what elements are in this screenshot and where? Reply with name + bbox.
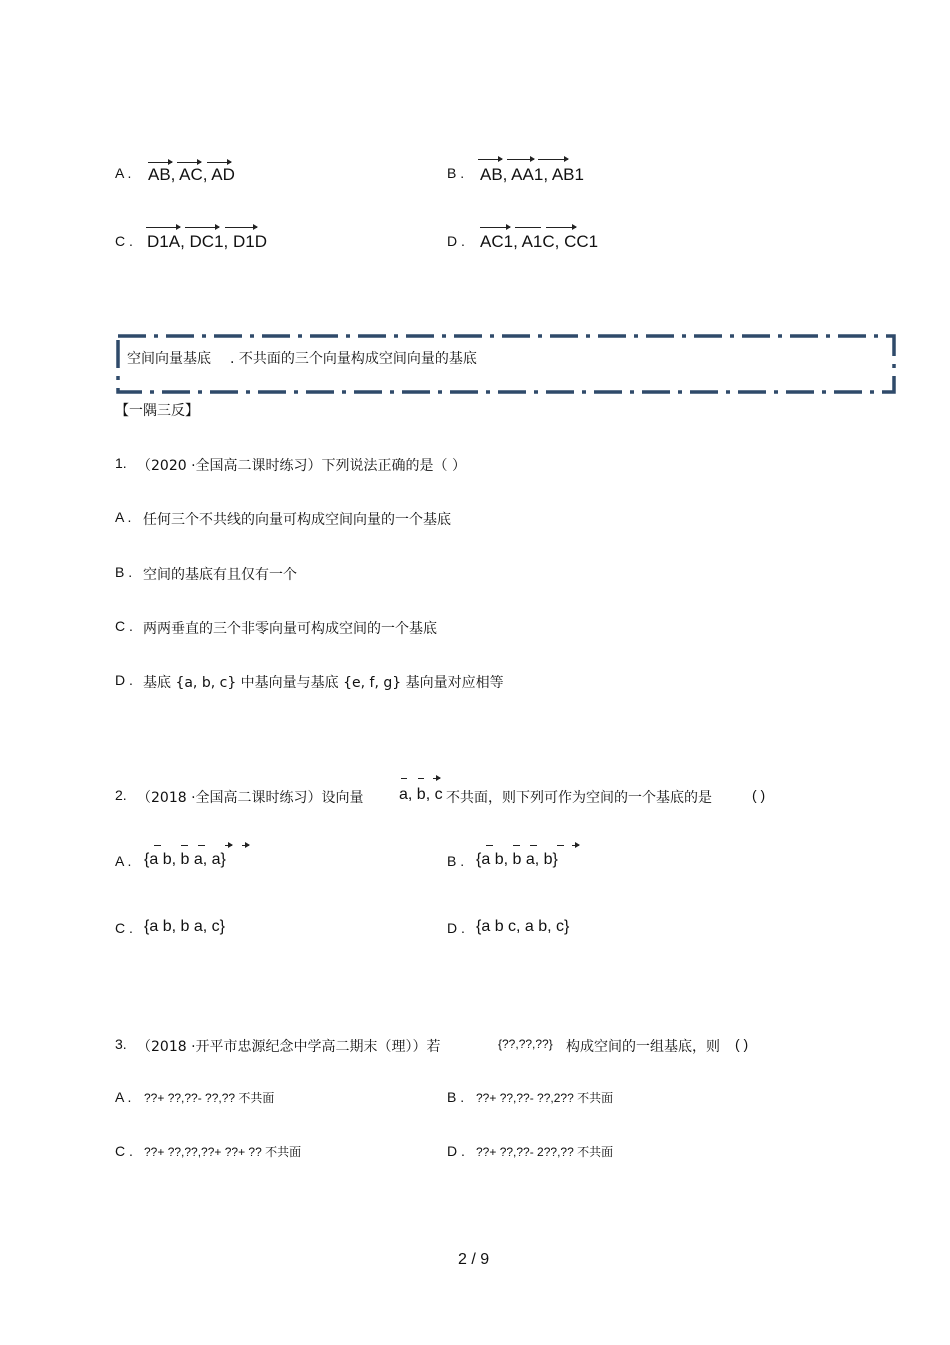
vector-arrow	[546, 227, 576, 228]
option-d-vectors: AC1, A1C, CC1	[480, 232, 599, 251]
vector-arrow	[478, 159, 502, 160]
option-a-text: 任何三个不共线的向量可构成空间向量的一个基底	[143, 512, 451, 528]
option-c-math: {a b, b a, c}	[144, 918, 225, 935]
vector-arrow	[507, 159, 534, 160]
vector-bar	[486, 845, 493, 846]
option-c-vectors: D1A, DC1, D1D	[147, 232, 267, 251]
vector-arrow	[207, 162, 231, 163]
option-b-math: {a b, b a, b}	[476, 851, 558, 868]
option-letter: B .	[447, 853, 465, 869]
option-letter: D .	[115, 672, 133, 688]
question-stem-continued: 不共面，则下列可作为空间的一个基底的是	[446, 790, 712, 806]
answer-paren: ( )	[735, 1036, 749, 1052]
option-letter: A .	[115, 1089, 132, 1105]
option-letter: C .	[115, 1143, 133, 1159]
question-number: 3.	[115, 1036, 127, 1052]
question-stem: （2018 ·全国高二课时练习）设向量	[137, 790, 364, 806]
question-number: 1.	[115, 455, 127, 471]
vector-bar	[418, 778, 424, 779]
vector-bar	[557, 845, 564, 846]
answer-paren: ( )	[752, 787, 766, 803]
section-heading: 【一隅三反】	[115, 403, 199, 419]
option-d-math: ??+ ??,??- 2??,?? 不共面	[476, 1145, 614, 1159]
option-letter: D .	[447, 233, 465, 249]
vector-arrow	[185, 227, 219, 228]
option-c-text: 两两垂直的三个非零向量可构成空间的一个基底	[143, 621, 437, 637]
option-d-math: {a b c, a b, c}	[476, 918, 570, 935]
vector-expression: a, b, c	[399, 786, 443, 803]
option-d-text: 基底 {a, b, c} 中基向量与基底 {e, f, g} 基向量对应相等	[143, 675, 504, 691]
option-letter: A .	[115, 509, 132, 525]
vector-bar	[181, 845, 188, 846]
option-a-math: {a b, b a, a}	[144, 851, 226, 868]
option-letter: B .	[115, 564, 133, 580]
option-letter: C .	[115, 233, 133, 249]
option-letter: A .	[115, 853, 132, 869]
option-letter: B .	[447, 165, 465, 181]
option-a-math: ??+ ??,??- ??,?? 不共面	[144, 1091, 275, 1105]
vector-arrow	[242, 845, 249, 846]
vector-arrow	[225, 227, 257, 228]
vector-arrow	[480, 227, 510, 228]
option-b-math: ??+ ??,??- ??,2?? 不共面	[476, 1091, 614, 1105]
option-letter: D .	[447, 920, 465, 936]
page-number: 2 / 9	[458, 1251, 490, 1268]
question-stem: （2018 ·开平市忠源纪念中学高二期末（理））若	[137, 1039, 441, 1055]
basis-set-math: {??,??,??}	[498, 1037, 553, 1051]
option-c-math: ??+ ??,??,??+ ??+ ?? 不共面	[144, 1145, 302, 1159]
option-letter: C .	[115, 618, 133, 634]
vector-bar	[198, 845, 205, 846]
vector-bar	[401, 778, 407, 779]
question-number: 2.	[115, 787, 127, 803]
vector-arrow	[225, 845, 232, 846]
vector-bar	[530, 845, 537, 846]
vector-bar	[154, 845, 161, 846]
question-stem: （2020 ·全国高二课时练习）下列说法正确的是（ ）	[137, 458, 466, 474]
option-b-text: 空间的基底有且仅有一个	[143, 567, 297, 583]
vector-arrow	[538, 159, 568, 160]
option-b-vectors: AB, AA1, AB1	[480, 165, 584, 184]
vector-arrow	[572, 845, 579, 846]
option-letter: C .	[115, 920, 133, 936]
vector-arrow	[177, 162, 201, 163]
vector-arrow	[148, 162, 172, 163]
vector-arrow	[146, 227, 180, 228]
vector-bar	[515, 227, 541, 228]
option-letter: D .	[447, 1143, 465, 1159]
section-title-rule: . 不共面的三个向量构成空间向量的基底	[230, 351, 477, 367]
option-a-vectors: AB, AC, AD	[148, 165, 235, 184]
vector-bar	[513, 845, 520, 846]
option-letter: B .	[447, 1089, 465, 1105]
section-title: 空间向量基底	[127, 351, 211, 367]
option-letter: A .	[115, 165, 132, 181]
vector-arrow	[433, 778, 440, 779]
question-stem-continued: 构成空间的一组基底，则	[566, 1039, 720, 1055]
